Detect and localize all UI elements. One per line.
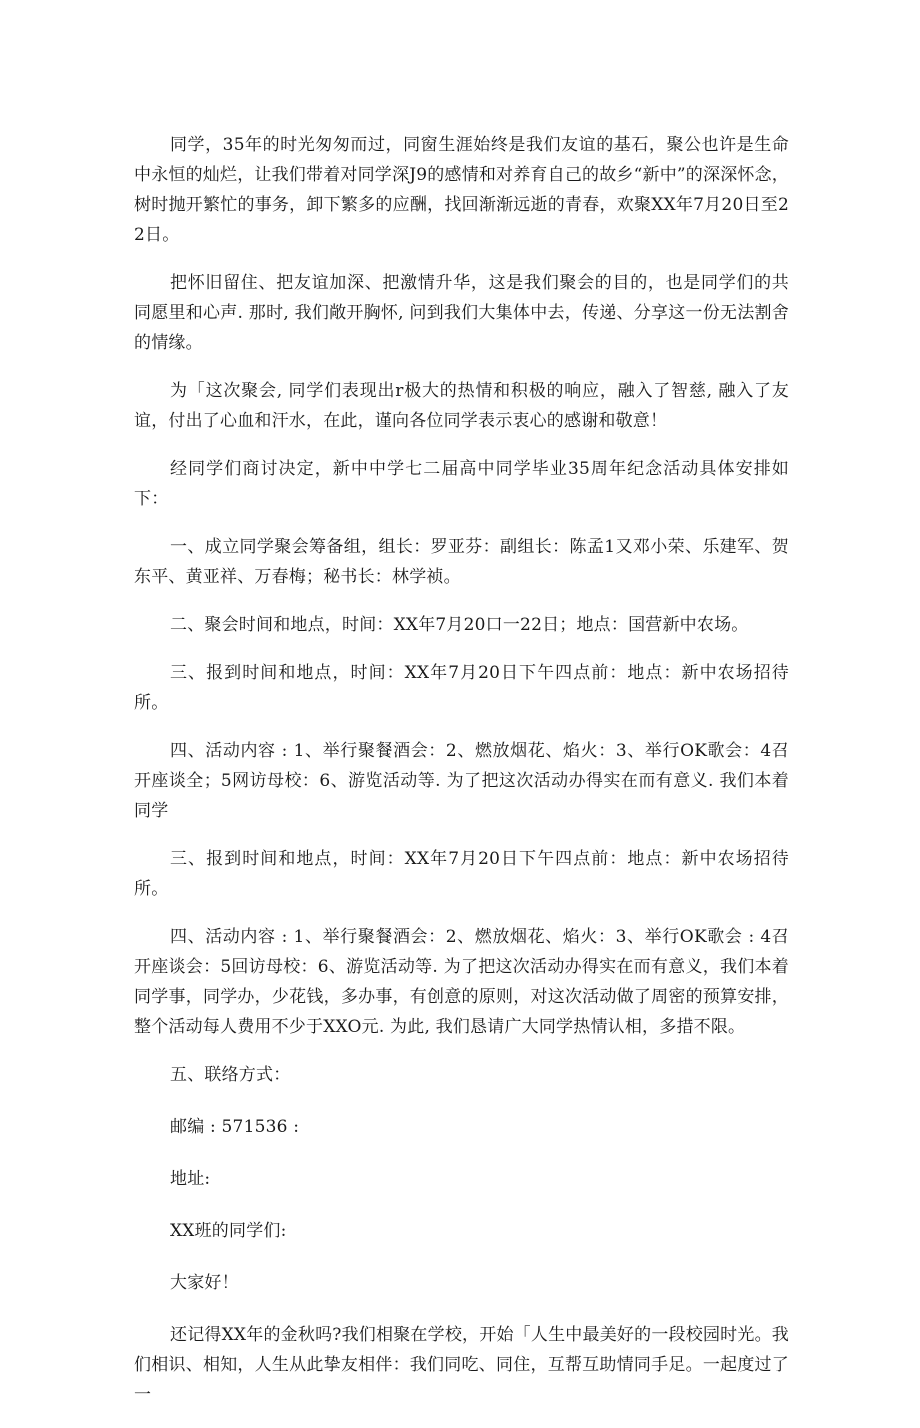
paragraph-contact-heading: 五、联络方式： — [170, 1065, 291, 1085]
paragraph-time-place: 二、聚会时间和地点，时间：XX年7月20口一22日；地点：国营新中农场。 — [170, 615, 749, 635]
paragraph-salutation: XX班的同学们: — [170, 1221, 287, 1241]
paragraph-activities: 四、活动内容 : 1、举行聚餐酒会：2、燃放烟花、焰火：3、举行OK歌会：4召开座谈全；5网访母校：6、游览活动等. 为了把这次活动办得实在而有意义. 我们本着同学 — [134, 741, 789, 821]
paragraph-registration: 三、报到时间和地点，时间：XX年7月20日下午四点前：地点：新中农场招待所。 — [134, 663, 789, 713]
paragraph-intro: 同学，35年的时光匆匆而过，同窗生涯始终是我们友谊的基石，聚公也许是生命中永恒的灿烂，让我们带着对同学深J9的感情和对养育自己的故乡“新中”的深深怀念，树时抛开繁忙的事务，卸下繁多的应酬，找回渐渐远逝的青春，欢聚XX年7月20日至22日。 — [134, 135, 790, 245]
paragraph-greeting: 大家好！ — [170, 1273, 239, 1293]
paragraph-memories: 还记得XX年的金秋吗?我们相聚在学校，开始「人生中最美好的一段校园时光。我们相识、相知，人生从此挚友相伴：我们同吃、同住，互帮互助情同手足。一起度过了一 — [134, 1325, 789, 1405]
paragraph-thanks: 为「这次聚会, 同学们表现出r极大的热情和积极的响应，融入了智慈, 融入了友谊，付出了心血和汗水，在此，谨向各位同学表示衷心的感谢和敬意！ — [134, 381, 789, 431]
paragraph-decision: 经同学们商讨决定，新中中学七二届高中同学毕业35周年纪念活动具体安排如下： — [134, 459, 789, 509]
paragraph-committee: 一、成立同学聚会筹备组，组长：罗亚芬：副组长：陈孟1又邓小荣、乐建军、贺东平、黄亚祥、万春梅；秘书长：林学祯。 — [134, 537, 789, 587]
paragraph-postcode: 邮编 : 571536 : — [170, 1117, 300, 1137]
paragraph-registration-repeat: 三、报到时间和地点，时间：XX年7月20日下午四点前：地点：新中农场招待所。 — [134, 849, 789, 899]
paragraph-address: 地址: — [170, 1169, 211, 1189]
document-body — [134, 130, 789, 1428]
paragraph-purpose: 把怀旧留住、把友谊加深、把激情升华，这是我们聚会的目的，也是同学们的共同愿里和心声. 那时, 我们敞开胸怀, 问到我们大集体中去，传递、分享这一份无法割舍的情缘。 — [134, 273, 789, 353]
paragraph-activities-full: 四、活动内容 : 1、举行聚餐酒会：2、燃放烟花、焰火：3、举行OK歌会 : 4召开座谈会：5回访母校：6、游览活动等. 为了把这次活动办得实在而有意义，我们本着同学事，同学办，少花钱，多办事，有创意的原则，对这次活动做了周密的预算安排，整个活动每人费用不少于XXO元. 为此, 我们恳请广大同学热情认相，多措不限。 — [134, 927, 789, 1037]
